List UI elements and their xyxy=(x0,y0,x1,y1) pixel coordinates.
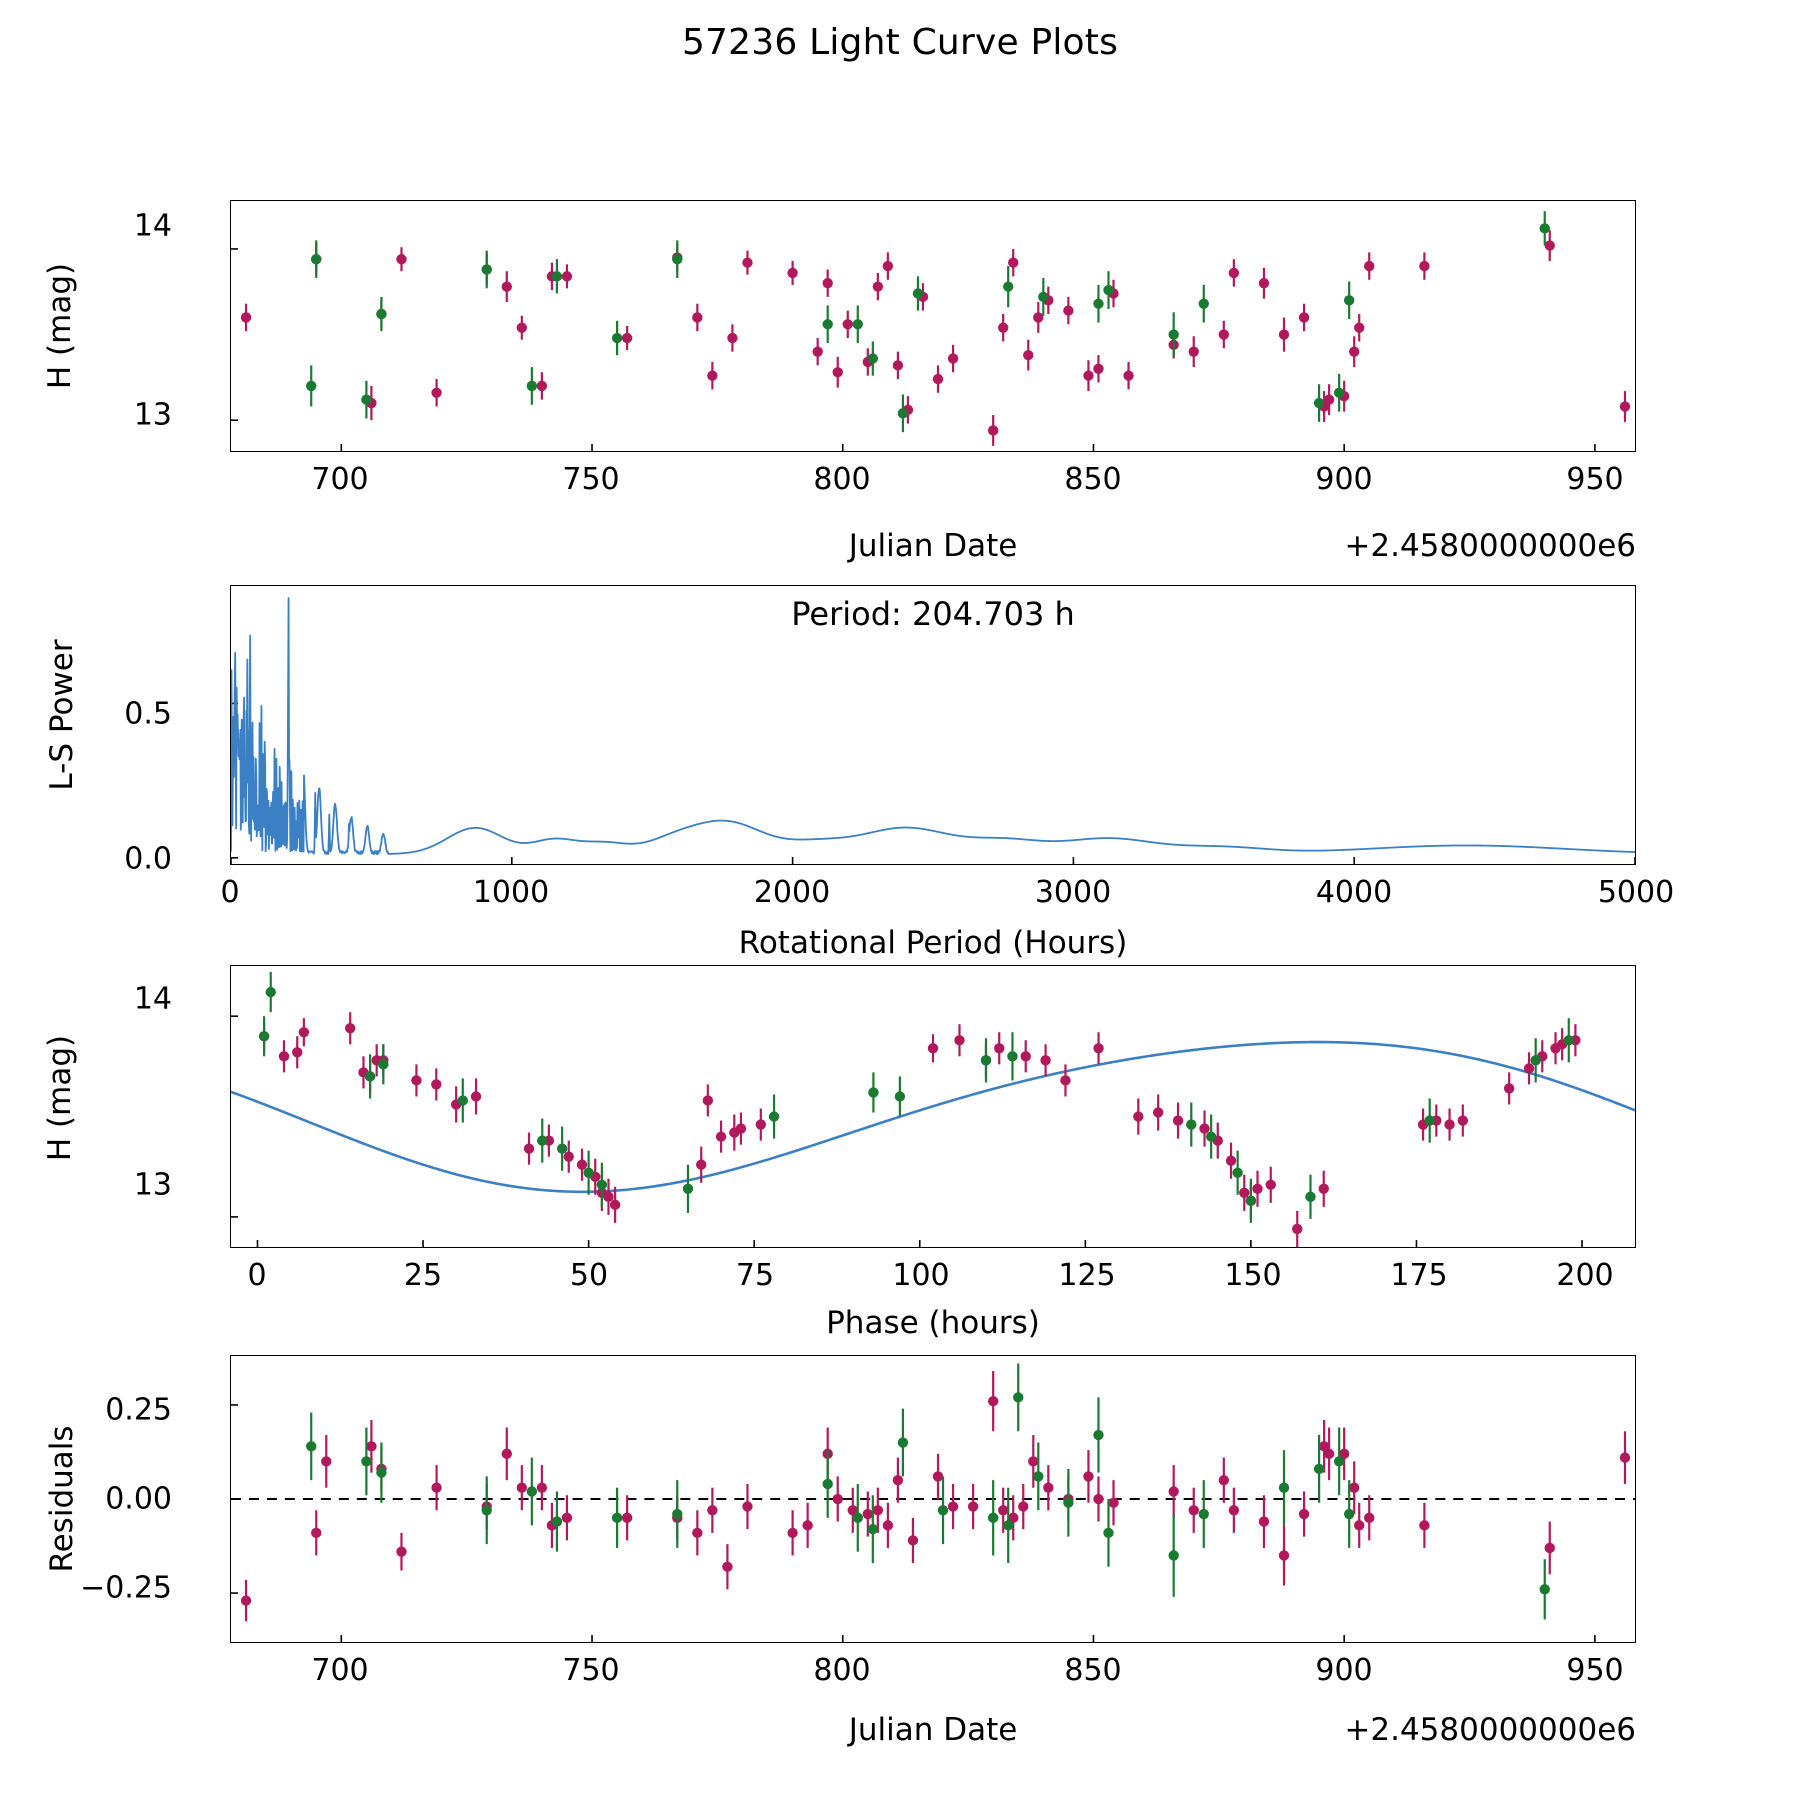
res-xtick-700: 700 xyxy=(311,1653,369,1688)
ph-xtick-125: 125 xyxy=(1058,1258,1116,1293)
lc-xtick-950: 950 xyxy=(1566,462,1624,497)
periodogram-line xyxy=(231,598,1635,854)
ph-xtick-25: 25 xyxy=(403,1258,443,1293)
pg-xtick-4000: 4000 xyxy=(1315,875,1393,910)
ph-yaxis-label: H (mag) xyxy=(42,1034,78,1162)
figure-title: 57236 Light Curve Plots xyxy=(681,22,1119,63)
lc-x-offset-label: +2.4580000000e6 xyxy=(1344,528,1636,564)
pg-xaxis-label: Rotational Period (Hours) xyxy=(738,925,1128,961)
ph-xtick-150: 150 xyxy=(1224,1258,1282,1293)
ph-xtick-175: 175 xyxy=(1390,1258,1448,1293)
pg-xtick-2000: 2000 xyxy=(753,875,831,910)
pg-ytick-00: 0.0 xyxy=(124,841,172,877)
lc-xtick-900: 900 xyxy=(1315,462,1373,497)
phased-lightcurve-panel xyxy=(230,965,1636,1248)
res-xtick-950: 950 xyxy=(1566,1653,1624,1688)
pg-xtick-3000: 3000 xyxy=(1034,875,1112,910)
lc-xaxis-label: Julian Date xyxy=(848,528,1018,564)
pg-xtick-1000: 1000 xyxy=(472,875,550,910)
period-annotation: Period: 204.703 h xyxy=(791,595,1075,633)
lc-xtick-700: 700 xyxy=(311,462,369,497)
pg-ytick-05: 0.5 xyxy=(124,696,172,732)
ph-ytick-13: 13 xyxy=(133,1167,172,1203)
phased-model-curve xyxy=(231,1042,1635,1192)
res-yaxis-label: Residuals xyxy=(44,1425,80,1573)
lc-ytick-13: 13 xyxy=(133,397,172,433)
pg-xtick-5000: 5000 xyxy=(1597,875,1675,910)
lc-ytick-14: 14 xyxy=(133,208,172,244)
pg-xtick-0: 0 xyxy=(220,875,240,910)
ph-ytick-14: 14 xyxy=(133,981,172,1017)
lc-xtick-800: 800 xyxy=(813,462,871,497)
ph-xtick-100: 100 xyxy=(892,1258,950,1293)
res-ytick-neg025: −0.25 xyxy=(80,1570,172,1606)
lc-xtick-750: 750 xyxy=(562,462,620,497)
ph-xtick-0: 0 xyxy=(247,1258,267,1293)
data-series-series_a xyxy=(241,230,1630,446)
res-xtick-900: 900 xyxy=(1315,1653,1373,1688)
res-xtick-750: 750 xyxy=(562,1653,620,1688)
data-series-series_b xyxy=(306,211,1550,432)
data-series-series_a xyxy=(241,1371,1630,1621)
res-x-offset-label: +2.4580000000e6 xyxy=(1344,1712,1636,1748)
lc-yaxis-label: H (mag) xyxy=(42,262,78,390)
data-series-series_a xyxy=(259,1012,1581,1247)
lc-xtick-850: 850 xyxy=(1064,462,1122,497)
pg-yaxis-label: L-S Power xyxy=(44,639,80,791)
residuals-panel xyxy=(230,1355,1636,1643)
ph-xtick-50: 50 xyxy=(569,1258,609,1293)
res-xaxis-label: Julian Date xyxy=(848,1712,1018,1748)
res-xtick-850: 850 xyxy=(1064,1653,1122,1688)
ph-xtick-75: 75 xyxy=(735,1258,775,1293)
lightcurve-panel xyxy=(230,200,1636,452)
res-xtick-800: 800 xyxy=(813,1653,871,1688)
data-series-series_b xyxy=(306,1364,1550,1620)
ph-xtick-200: 200 xyxy=(1556,1258,1614,1293)
res-ytick-025: 0.25 xyxy=(105,1392,172,1428)
ph-xaxis-label: Phase (hours) xyxy=(826,1305,1040,1341)
res-ytick-000: 0.00 xyxy=(105,1481,172,1517)
